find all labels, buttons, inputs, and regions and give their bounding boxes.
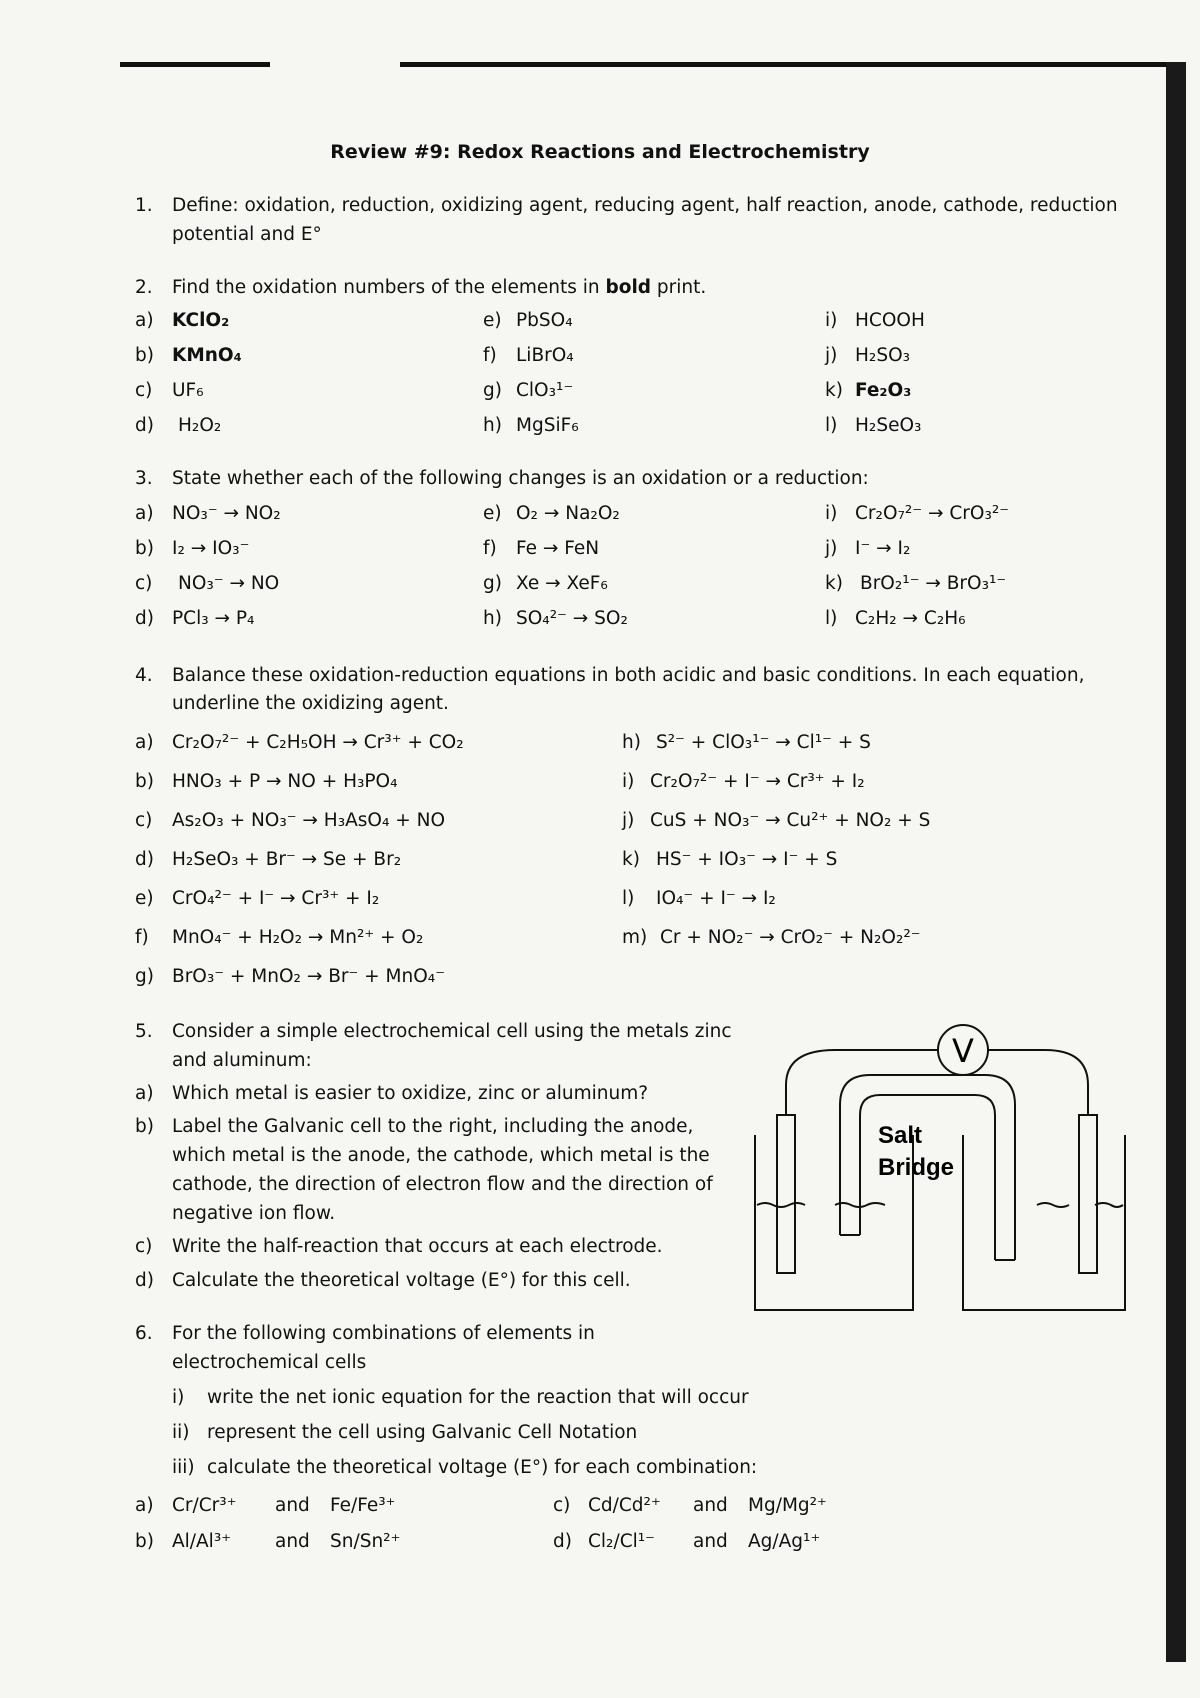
q4-item-label: f) [135, 927, 149, 948]
q4-item-label: h) [622, 732, 641, 753]
q6-sub-label: ii) [172, 1422, 190, 1443]
q2-item-label: b) [135, 345, 154, 366]
q6-combo-and: and [693, 1531, 728, 1552]
q4-item-label: b) [135, 771, 154, 792]
q6-sub-label: iii) [172, 1457, 195, 1478]
q6-combo-label: c) [553, 1495, 571, 1516]
q4-item-label: g) [135, 966, 154, 987]
q4-item-equation: H₂SeO₃ + Br⁻ → Se + Br₂ [172, 849, 402, 870]
q4-line1: Balance these oxidation-reduction equations in both acidic and basic conditions. In each equation, [172, 665, 1085, 686]
q6-combo-first: Cd/Cd²⁺ [588, 1495, 661, 1516]
q6-combo-second: Sn/Sn²⁺ [330, 1531, 401, 1552]
salt-bridge-label-line2: Bridge [878, 1154, 955, 1181]
q3-item-change: NO₃⁻ → NO₂ [172, 503, 281, 524]
q4-item-label: k) [622, 849, 640, 870]
q3-item-change: SO₄²⁻ → SO₂ [516, 608, 628, 629]
q1-line2: potential and E° [172, 224, 322, 245]
q3-item-label: h) [483, 608, 502, 629]
q4-item-label: j) [622, 810, 635, 831]
q5-d-label: d) [135, 1270, 154, 1291]
q4-item-equation: CrO₄²⁻ + I⁻ → Cr³⁺ + I₂ [172, 888, 380, 909]
q4-item-label: l) [622, 888, 635, 909]
q2-item-formula: H₂SeO₃ [855, 415, 922, 436]
q6-combo-label: b) [135, 1531, 154, 1552]
q3-item-change: Xe → XeF₆ [516, 573, 608, 594]
q6-combo-and: and [275, 1531, 310, 1552]
q4-item-label: m) [622, 927, 648, 948]
q4-item-label: a) [135, 732, 154, 753]
q5-b-line: Label the Galvanic cell to the right, including the anode, [172, 1116, 694, 1137]
right-electrode [1079, 1115, 1097, 1273]
q6-intro-line2: electrochemical cells [172, 1352, 367, 1373]
q4-item-equation: MnO₄⁻ + H₂O₂ → Mn²⁺ + O₂ [172, 927, 424, 948]
header-rule-right [400, 62, 1180, 67]
q5-a-text: Which metal is easier to oxidize, zinc or aluminum? [172, 1083, 649, 1104]
q6-sub-text: write the net ionic equation for the reaction that will occur [207, 1387, 749, 1408]
page-title: Review #9: Redox Reactions and Electrochemistry [330, 141, 870, 163]
q6-sub-text: calculate the theoretical voltage (E°) for each combination: [207, 1457, 758, 1478]
q2-item-formula: H₂O₂ [178, 415, 222, 436]
q3-item-change: I₂ → IO₃⁻ [172, 538, 250, 559]
galvanic-cell-diagram [745, 1005, 1135, 1335]
salt-bridge-label-line1: Salt [878, 1122, 923, 1149]
q2-item-formula: ClO₃¹⁻ [516, 380, 574, 401]
q3-item-label: b) [135, 538, 154, 559]
q6-intro-line1: For the following combinations of elements in [172, 1323, 595, 1344]
q2-item-formula: Fe₂O₃ [855, 380, 912, 401]
q4-line2: underline the oxidizing agent. [172, 693, 449, 714]
q3-item-label: a) [135, 503, 154, 524]
q4-item-label: d) [135, 849, 154, 870]
q3-item-label: f) [483, 538, 497, 559]
q2-item-label: d) [135, 415, 154, 436]
q4-item-equation: HS⁻ + IO₃⁻ → I⁻ + S [656, 849, 838, 870]
q1-line1: Define: oxidation, reduction, oxidizing agent, reducing agent, half reaction, anode, cathode, reduction [172, 195, 1118, 216]
q2-number: 2. [135, 277, 153, 298]
q5-c-label: c) [135, 1236, 153, 1257]
q3-item-change: Fe → FeN [516, 538, 600, 559]
q3-number: 3. [135, 468, 153, 489]
q5-intro-line2: and aluminum: [172, 1050, 312, 1071]
q3-item-label: c) [135, 573, 153, 594]
q5-b-line: cathode, the direction of electron flow and the direction of [172, 1174, 713, 1195]
q2-item-formula: KMnO₄ [172, 345, 242, 366]
q2-item-label: i) [825, 310, 838, 331]
q3-item-change: I⁻ → I₂ [855, 538, 911, 559]
q4-item-equation: Cr₂O₇²⁻ + C₂H₅OH → Cr³⁺ + CO₂ [172, 732, 464, 753]
q2-prompt: Find the oxidation numbers of the elements in bold print. [172, 277, 707, 298]
q3-item-change: NO₃⁻ → NO [178, 573, 280, 594]
q2-item-label: j) [825, 345, 838, 366]
voltmeter-label: V [952, 1032, 974, 1070]
q4-item-label: c) [135, 810, 153, 831]
q5-c-text: Write the half-reaction that occurs at each electrode. [172, 1236, 663, 1257]
q5-b-line: which metal is the anode, the cathode, which metal is the [172, 1145, 710, 1166]
q3-item-label: j) [825, 538, 838, 559]
q4-item-equation: HNO₃ + P → NO + H₃PO₄ [172, 771, 398, 792]
right-beaker [963, 1135, 1125, 1310]
header-rule-left [120, 62, 270, 67]
q6-combo-label: d) [553, 1531, 572, 1552]
q3-item-change: BrO₂¹⁻ → BrO₃¹⁻ [860, 573, 1007, 594]
q5-b-label: b) [135, 1116, 154, 1137]
q3-item-label: k) [825, 573, 843, 594]
q2-item-label: g) [483, 380, 502, 401]
q4-item-equation: Cr + NO₂⁻ → CrO₂⁻ + N₂O₂²⁻ [660, 927, 921, 948]
q2-item-label: f) [483, 345, 497, 366]
q2-item-label: l) [825, 415, 838, 436]
q3-item-change: Cr₂O₇²⁻ → CrO₃²⁻ [855, 503, 1010, 524]
q6-number: 6. [135, 1323, 153, 1344]
q3-item-label: l) [825, 608, 838, 629]
q3-prompt: State whether each of the following changes is an oxidation or a reduction: [172, 468, 869, 489]
q3-item-change: PCl₃ → P₄ [172, 608, 255, 629]
q4-item-equation: Cr₂O₇²⁻ + I⁻ → Cr³⁺ + I₂ [650, 771, 865, 792]
q2-item-formula: KClO₂ [172, 310, 230, 331]
q6-combo-and: and [275, 1495, 310, 1516]
q4-item-equation: BrO₃⁻ + MnO₂ → Br⁻ + MnO₄⁻ [172, 966, 445, 987]
q5-number: 5. [135, 1021, 153, 1042]
q2-item-formula: HCOOH [855, 310, 925, 331]
q5-a-label: a) [135, 1083, 154, 1104]
q6-combo-second: Ag/Ag¹⁺ [748, 1531, 821, 1552]
q6-sub-text: represent the cell using Galvanic Cell Notation [207, 1422, 638, 1443]
q2-item-label: h) [483, 415, 502, 436]
q6-combo-first: Cl₂/Cl¹⁻ [588, 1531, 655, 1552]
q6-sub-label: i) [172, 1387, 185, 1408]
q2-item-formula: PbSO₄ [516, 310, 573, 331]
q3-item-label: e) [483, 503, 502, 524]
q3-item-change: O₂ → Na₂O₂ [516, 503, 620, 524]
q1-number: 1. [135, 195, 153, 216]
q5-intro-line1: Consider a simple electrochemical cell using the metals zinc [172, 1021, 732, 1042]
q6-combo-second: Fe/Fe³⁺ [330, 1495, 396, 1516]
q6-combo-and: and [693, 1495, 728, 1516]
q2-item-label: k) [825, 380, 843, 401]
q3-item-label: g) [483, 573, 502, 594]
q5-b-line: negative ion flow. [172, 1203, 336, 1224]
q5-d-text: Calculate the theoretical voltage (E°) for this cell. [172, 1270, 631, 1291]
scan-edge [1166, 62, 1186, 1662]
q2-item-label: e) [483, 310, 502, 331]
wire-right [988, 1050, 1088, 1115]
q4-item-equation: IO₄⁻ + I⁻ → I₂ [656, 888, 776, 909]
q4-item-label: i) [622, 771, 635, 792]
q3-item-label: d) [135, 608, 154, 629]
q2-item-formula: MgSiF₆ [516, 415, 579, 436]
q2-item-label: c) [135, 380, 153, 401]
q4-number: 4. [135, 665, 153, 686]
q3-item-change: C₂H₂ → C₂H₆ [855, 608, 966, 629]
q6-combo-first: Cr/Cr³⁺ [172, 1495, 237, 1516]
q6-combo-first: Al/Al³⁺ [172, 1531, 232, 1552]
q2-item-label: a) [135, 310, 154, 331]
q2-item-formula: UF₆ [172, 380, 204, 401]
q4-item-equation: CuS + NO₃⁻ → Cu²⁺ + NO₂ + S [650, 810, 931, 831]
q2-item-formula: H₂SO₃ [855, 345, 911, 366]
q2-item-formula: LiBrO₄ [516, 345, 574, 366]
left-electrode [777, 1115, 795, 1273]
q6-combo-label: a) [135, 1495, 154, 1516]
q4-item-equation: As₂O₃ + NO₃⁻ → H₃AsO₄ + NO [172, 810, 446, 831]
q6-combo-second: Mg/Mg²⁺ [748, 1495, 827, 1516]
q4-item-equation: S²⁻ + ClO₃¹⁻ → Cl¹⁻ + S [656, 732, 871, 753]
q4-item-label: e) [135, 888, 154, 909]
q3-item-label: i) [825, 503, 838, 524]
